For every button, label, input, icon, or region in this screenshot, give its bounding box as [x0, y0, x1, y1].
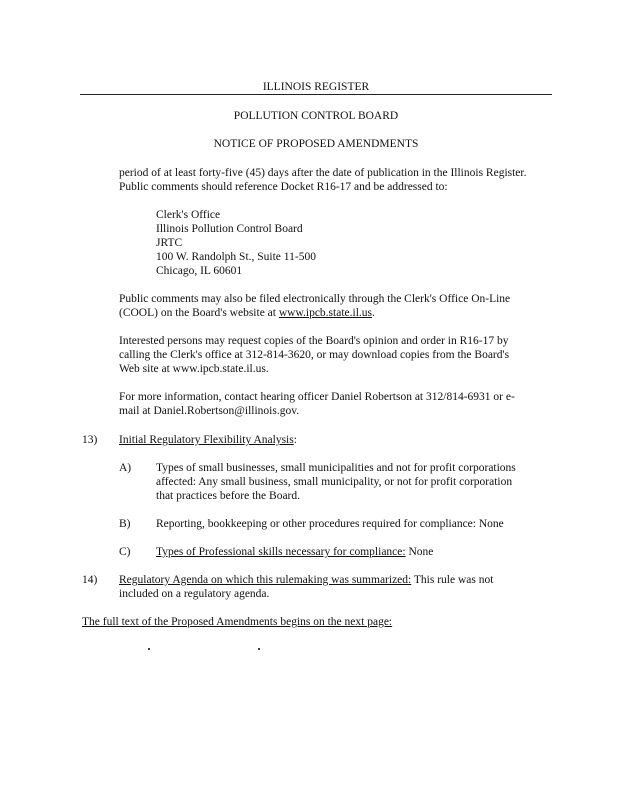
closing-statement: The full text of the Proposed Amendments begins on the next page: [82, 616, 393, 628]
section-13-heading [119, 433, 297, 447]
info-line-2: mail at Daniel.Robertson@illinois.gov. [119, 405, 300, 417]
copies-line-2: calling the Clerk's office at 312-814-3620, or may download copies from the Board's [119, 349, 510, 361]
scan-dot [148, 648, 150, 650]
copies-line-3: Web site at www.ipcb.state.il.us. [119, 363, 269, 375]
section-14-line-1 [119, 573, 493, 587]
address-line-3: JRTC [156, 237, 183, 249]
section-14-line-2: included on a regulatory agenda. [119, 588, 270, 600]
header-divider [80, 94, 552, 95]
copies-line-1: Interested persons may request copies of the Board's opinion and order in R16-17 by [119, 335, 509, 347]
item-a-line-1: Types of small businesses, small municipalities and not for profit corporations [156, 462, 516, 474]
item-c-line [156, 545, 433, 559]
electronic-line-2-text: (COOL) on the Board's website at [119, 307, 279, 319]
scan-dot [258, 648, 260, 650]
notice-title: NOTICE OF PROPOSED AMENDMENTS [213, 138, 419, 150]
address-line-5: Chicago, IL 60601 [156, 265, 243, 277]
item-b-letter: B) [119, 518, 131, 530]
info-line-1: For more information, contact hearing officer Daniel Robertson at 312/814-6931 or e- [119, 391, 515, 403]
register-title: ILLINOIS REGISTER [262, 81, 370, 93]
section-13-number: 13) [82, 434, 98, 446]
item-c-value: None [405, 546, 434, 558]
electronic-line-1: Public comments may also be filed electronically through the Clerk's Office On-Line [119, 293, 511, 305]
address-line-4: 100 W. Randolph St., Suite 11-500 [156, 251, 316, 263]
item-c-title: Types of Professional skills necessary for compliance: [156, 546, 406, 558]
section-13-colon: : [293, 434, 297, 446]
section-14-title: Regulatory Agenda on which this rulemaking was summarized: [119, 574, 412, 586]
board-name: POLLUTION CONTROL BOARD [233, 110, 399, 122]
address-line-2: Illinois Pollution Control Board [156, 223, 303, 235]
intro-line-2: Public comments should reference Docket R16-17 and be addressed to: [119, 181, 448, 193]
section-14-number: 14) [82, 574, 98, 586]
board-website-link[interactable]: www.ipcb.state.il.us [278, 307, 373, 319]
electronic-line-2 [119, 306, 375, 320]
section-14-text: This rule was not [411, 574, 494, 586]
section-13-title: Initial Regulatory Flexibility Analysis [119, 434, 294, 446]
item-c-letter: C) [119, 546, 131, 558]
item-b-text: Reporting, bookkeeping or other procedures required for compliance: None [156, 518, 504, 530]
intro-line-1: period of at least forty-five (45) days after the date of publication in the Illinois Register. [119, 167, 527, 179]
item-a-letter: A) [119, 462, 132, 474]
item-a-line-3: that practices before the Board. [156, 490, 301, 502]
address-line-1: Clerk's Office [156, 209, 221, 221]
electronic-line-2-period: . [372, 307, 375, 319]
item-a-line-2: affected: Any small business, small municipality, or not for profit corporation [156, 476, 513, 488]
